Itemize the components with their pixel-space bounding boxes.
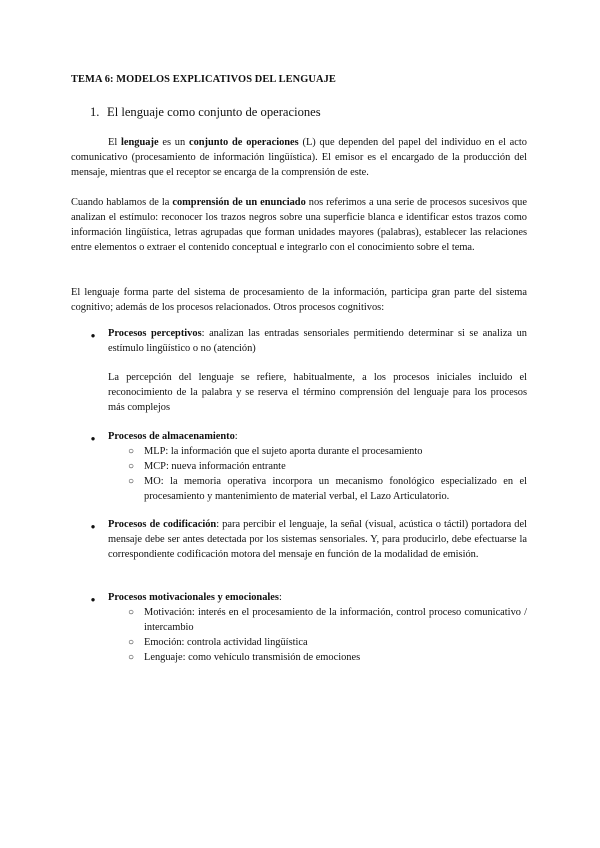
sub-item-emocion: Emoción: controla actividad lingüística	[144, 637, 308, 648]
text-run: : para percibir el lenguaje, la señal (visual, acústica o táctil) portadora del mensaje debe ser antes detectada por los sistemas sensoriales. Y, para producirlo, debe efectuarse la correspondiente codificación motora del mensaje en función de la modalidad de emisión.	[108, 519, 527, 560]
bullet-icon: ●	[90, 434, 96, 443]
circle-bullet-icon: ○	[128, 446, 135, 457]
bullet-icon: ●	[90, 595, 96, 604]
paragraph-lenguaje	[71, 135, 527, 180]
list-item-codificacion	[108, 517, 527, 562]
section-number: 1.	[90, 105, 100, 119]
section-heading-text: El lenguaje como conjunto de operaciones	[107, 105, 321, 119]
list-item-motivacionales	[108, 590, 527, 605]
bullet-icon: ●	[90, 522, 96, 531]
bold-term-lenguaje: lenguaje	[121, 137, 159, 148]
text-run: :	[234, 431, 238, 442]
sub-item-mo: MO: la memoria operativa incorpora un mecanismo fonológico especializado en el procesamiento y mantenimiento de material verbal, el Lazo Articulatorio.	[144, 476, 527, 502]
section-heading	[90, 104, 321, 120]
note-percepcion: La percepción del lenguaje se refiere, habitualmente, a los procesos iniciales incluido el reconocimiento de la palabra y se reserva el término comprensión del lenguaje para los procesos más complejos	[108, 372, 527, 413]
paragraph-sistema: El lenguaje forma parte del sistema de procesamiento de la información, participa gran parte del sistema cognitivo; además de los procesos relacionados. Otros procesos cognitivos:	[71, 287, 527, 313]
bold-term-comprension: comprensión de un enunciado	[172, 197, 306, 208]
text-run: : analizan las entradas sensoriales permitiendo determinar si se analiza un estímulo lingüístico o no (atención)	[108, 328, 527, 354]
bullet-icon: ●	[90, 331, 96, 340]
circle-bullet-icon: ○	[128, 652, 135, 663]
sub-item-mlp: MLP: la información que el sujeto aporta durante el procesamiento	[144, 446, 423, 457]
text-run: El	[108, 137, 122, 148]
paragraph-comprension	[71, 195, 527, 255]
circle-bullet-icon: ○	[128, 476, 135, 487]
text-run: (L) que dependen del papel del individuo en el acto comunicativo (procesamiento de información lingüística). El emisor es el encargado de la producción del mensaje, mientras que el receptor se encarga de la comprensión de este.	[71, 137, 527, 178]
text-run: es un	[158, 137, 189, 148]
sub-item-mcp: MCP: nueva información entrante	[144, 461, 286, 472]
list-item-perceptivos	[108, 326, 527, 356]
bold-term-conjunto: conjunto de operaciones	[188, 137, 299, 148]
bold-term-perceptivos: Procesos perceptivos	[108, 328, 202, 339]
bold-term-motivacionales: Procesos motivacionales y emocionales	[108, 592, 279, 603]
text-run: :	[278, 592, 282, 603]
bold-term-almacenamiento: Procesos de almacenamiento	[108, 431, 235, 442]
circle-bullet-icon: ○	[128, 461, 135, 472]
list-item-almacenamiento	[108, 429, 527, 444]
sub-item-lenguaje: Lenguaje: como vehículo transmisión de emociones	[144, 652, 361, 663]
bold-term-codificacion: Procesos de codificación	[108, 519, 217, 530]
document-title: TEMA 6: MODELOS EXPLICATIVOS DEL LENGUAJE	[71, 74, 336, 85]
circle-bullet-icon: ○	[128, 637, 135, 648]
sub-item-motivacion: Motivación: interés en el procesamiento de la información, control proceso comunicativo / intercambio	[144, 607, 527, 633]
circle-bullet-icon: ○	[128, 607, 135, 618]
text-run: Cuando hablamos de la	[71, 197, 173, 208]
text-run: nos referimos a una serie de procesos sucesivos que analizan el estímulo: reconocer los trazos negros sobre una superficie blanca e identificar estos trazos como información lingüística, letras agrupadas que forman unidades mayores (palabras), establecer las relaciones entre elementos o extraer el contenido conceptual e integrarlo con el conocimiento sobre el tema.	[71, 197, 527, 253]
